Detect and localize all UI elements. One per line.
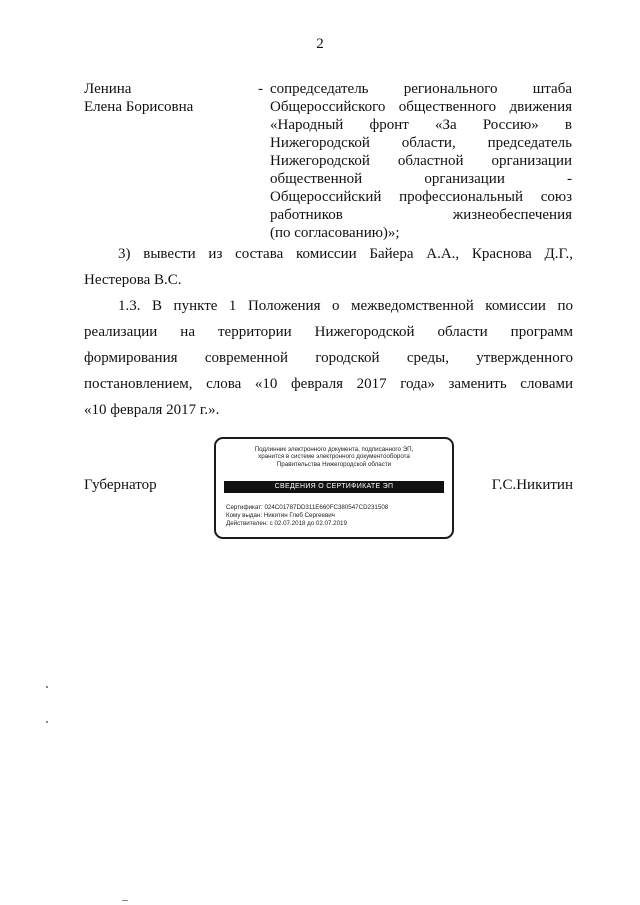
certificate-notice-line: хранится в системе электронного документооборота xyxy=(258,453,410,461)
certificate-banner: СВЕДЕНИЯ О СЕРТИФИКАТЕ ЭП xyxy=(224,481,444,493)
signer-title: Губернатор xyxy=(84,477,157,493)
role-line: работников жизнеобеспечения xyxy=(270,207,572,223)
role-line: Нижегородской области, председатель xyxy=(270,135,572,151)
certificate-serial: Сертификат: 024C01787DD311E660FC380547CD231508 xyxy=(226,504,389,511)
paragraph-line: 3) вывести из состава комиссии Байера А.А., Краснова Д.Г., xyxy=(118,246,573,262)
paragraph-line: реализации на территории Нижегородской области программ xyxy=(84,324,573,340)
role-line: сопредседатель регионального штаба xyxy=(270,81,572,97)
item-3-paragraph xyxy=(84,241,573,293)
paragraph-line: постановлением, слова «10 февраля 2017 года» заменить словами xyxy=(84,376,573,392)
role-line: общественной организации - xyxy=(270,171,572,187)
paragraph-line: «10 февраля 2017 г.». xyxy=(84,402,220,418)
page-number: 2 xyxy=(316,36,324,52)
role-line: Общероссийский профессиональный союз xyxy=(270,189,572,205)
paragraph-line: 1.3. В пункте 1 Положения о межведомственной комиссии по xyxy=(118,298,573,314)
role-line: «Народный фронт «За Россию» в xyxy=(270,117,572,133)
scan-speck xyxy=(122,900,128,901)
scan-speck xyxy=(46,686,48,688)
member-role xyxy=(270,80,572,242)
certificate-notice-line: Правительства Нижегородской области xyxy=(276,460,392,468)
role-line: (по согласованию)»; xyxy=(270,225,400,241)
member-dash: - xyxy=(258,81,263,97)
paragraph-line: Нестерова В.С. xyxy=(84,272,182,288)
member-surname: Ленина xyxy=(84,81,132,97)
role-line: Нижегородской областной организации xyxy=(270,153,572,169)
certificate-details xyxy=(226,504,444,528)
certificate-notice-line: Подлинник электронного документа, подписанного ЭП, xyxy=(254,446,414,453)
certificate-notice xyxy=(222,446,446,468)
paragraph-line: формирования современной городской среды, утвержденного xyxy=(84,350,573,366)
certificate-holder: Кому выдан: Никитин Глеб Сергеевич xyxy=(226,512,335,519)
signer-name: Г.С.Никитин xyxy=(491,477,573,493)
member-name xyxy=(84,80,254,116)
role-line: Общероссийского общественного движения xyxy=(270,99,572,115)
certificate-stamp xyxy=(214,437,454,539)
member-given-names: Елена Борисовна xyxy=(84,99,194,115)
scan-speck xyxy=(46,721,48,723)
certificate-validity: Действителен: с 02.07.2018 до 02.07.2019 xyxy=(226,520,347,527)
item-1-3-paragraph xyxy=(84,293,573,423)
